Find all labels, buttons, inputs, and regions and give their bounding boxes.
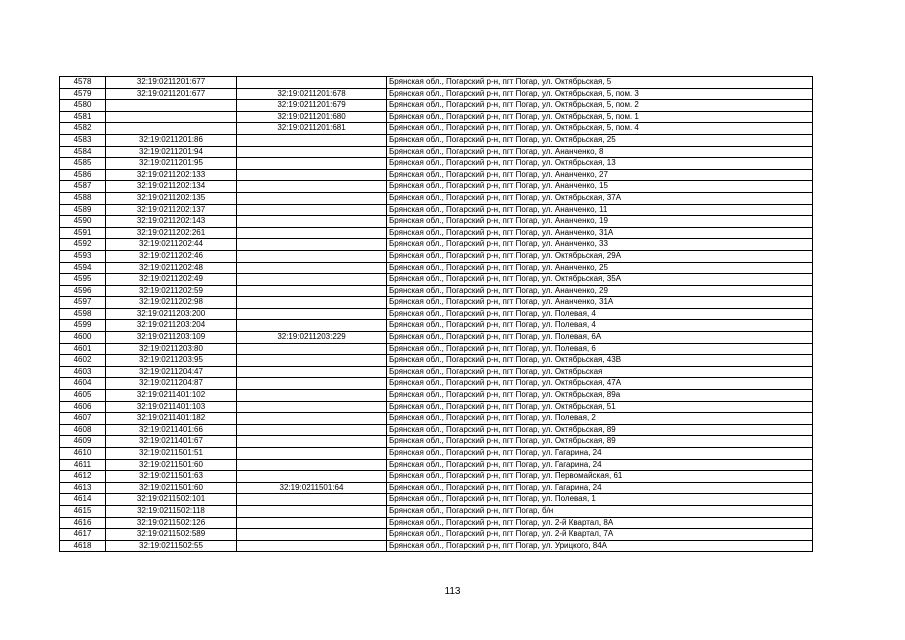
address-cell: Брянская обл., Погарский р-н, пгт Погар, ул. Октябрьская, 25 bbox=[387, 134, 813, 146]
address-cell: Брянская обл., Погарский р-н, пгт Погар, ул. Ананченко, 11 bbox=[387, 204, 813, 216]
table-row bbox=[60, 448, 813, 460]
table-row bbox=[60, 77, 813, 89]
row-number-cell: 4601 bbox=[60, 343, 106, 355]
row-number-cell: 4596 bbox=[60, 285, 106, 297]
table-row bbox=[60, 100, 813, 112]
row-number-cell: 4611 bbox=[60, 459, 106, 471]
cadastral-number-cell: 32:19:0211202:48 bbox=[106, 262, 237, 274]
page-number: 113 bbox=[444, 586, 461, 597]
cadastral-number-cell: 32:19:0211202:261 bbox=[106, 227, 237, 239]
row-number-cell: 4580 bbox=[60, 100, 106, 112]
linked-cadastral-number-cell bbox=[237, 77, 387, 89]
address-cell: Брянская обл., Погарский р-н, пгт Погар, ул. Октябрьская, 47А bbox=[387, 378, 813, 390]
linked-cadastral-number-cell bbox=[237, 413, 387, 425]
row-number-cell: 4606 bbox=[60, 401, 106, 413]
address-cell: Брянская обл., Погарский р-н, пгт Погар, ул. Октябрьская, 35А bbox=[387, 274, 813, 286]
address-cell: Брянская обл., Погарский р-н, пгт Погар, ул. Октябрьская, 5, пом. 1 bbox=[387, 111, 813, 123]
linked-cadastral-number-cell bbox=[237, 274, 387, 286]
linked-cadastral-number-cell bbox=[237, 505, 387, 517]
cadastral-number-cell: 32:19:0211201:677 bbox=[106, 77, 237, 89]
row-number-cell: 4615 bbox=[60, 505, 106, 517]
cadastral-number-cell: 32:19:0211202:135 bbox=[106, 192, 237, 204]
address-cell: Брянская обл., Погарский р-н, пгт Погар, ул. Ананченко, 27 bbox=[387, 169, 813, 181]
document-sheet bbox=[59, 76, 812, 552]
address-cell: Брянская обл., Погарский р-н, пгт Погар, ул. Октябрьская, 5 bbox=[387, 77, 813, 89]
table-row bbox=[60, 181, 813, 193]
row-number-cell: 4590 bbox=[60, 216, 106, 228]
row-number-cell: 4594 bbox=[60, 262, 106, 274]
cadastral-number-cell: 32:19:0211401:103 bbox=[106, 401, 237, 413]
address-cell: Брянская обл., Погарский р-н, пгт Погар, ул. Ананченко, 29 bbox=[387, 285, 813, 297]
row-number-cell: 4587 bbox=[60, 181, 106, 193]
linked-cadastral-number-cell: 32:19:0211203:229 bbox=[237, 332, 387, 344]
table-row bbox=[60, 459, 813, 471]
cadastral-number-cell: 32:19:0211203:95 bbox=[106, 355, 237, 367]
address-cell: Брянская обл., Погарский р-н, пгт Погар, ул. Полевая, 2 bbox=[387, 413, 813, 425]
table-row bbox=[60, 216, 813, 228]
address-cell: Брянская обл., Погарский р-н, пгт Погар, б/н bbox=[387, 505, 813, 517]
cadastral-number-cell: 32:19:0211204:47 bbox=[106, 366, 237, 378]
row-number-cell: 4585 bbox=[60, 158, 106, 170]
linked-cadastral-number-cell bbox=[237, 471, 387, 483]
row-number-cell: 4588 bbox=[60, 192, 106, 204]
linked-cadastral-number-cell bbox=[237, 366, 387, 378]
cadastral-number-cell: 32:19:0211204:87 bbox=[106, 378, 237, 390]
table-row bbox=[60, 332, 813, 344]
address-cell: Брянская обл., Погарский р-н, пгт Погар, ул. Октябрьская, 89 bbox=[387, 424, 813, 436]
row-number-cell: 4589 bbox=[60, 204, 106, 216]
table-row bbox=[60, 285, 813, 297]
row-number-cell: 4603 bbox=[60, 366, 106, 378]
cadastral-number-cell: 32:19:0211202:44 bbox=[106, 239, 237, 251]
linked-cadastral-number-cell bbox=[237, 146, 387, 158]
table-row bbox=[60, 308, 813, 320]
row-number-cell: 4597 bbox=[60, 297, 106, 309]
row-number-cell: 4591 bbox=[60, 227, 106, 239]
address-cell: Брянская обл., Погарский р-н, пгт Погар, ул. Ананченко, 33 bbox=[387, 239, 813, 251]
address-cell: Брянская обл., Погарский р-н, пгт Погар, ул. Гагарина, 24 bbox=[387, 482, 813, 494]
linked-cadastral-number-cell bbox=[237, 390, 387, 402]
address-cell: Брянская обл., Погарский р-н, пгт Погар, ул. Октябрьская, 5, пом. 3 bbox=[387, 88, 813, 100]
row-number-cell: 4578 bbox=[60, 77, 106, 89]
cadastral-number-cell: 32:19:0211401:182 bbox=[106, 413, 237, 425]
table-row bbox=[60, 482, 813, 494]
cadastral-number-cell: 32:19:0211501:51 bbox=[106, 448, 237, 460]
row-number-cell: 4618 bbox=[60, 540, 106, 552]
table-row bbox=[60, 355, 813, 367]
address-cell: Брянская обл., Погарский р-н, пгт Погар, ул. Ананченко, 19 bbox=[387, 216, 813, 228]
linked-cadastral-number-cell bbox=[237, 540, 387, 552]
cadastral-number-cell: 32:19:0211502:101 bbox=[106, 494, 237, 506]
linked-cadastral-number-cell bbox=[237, 250, 387, 262]
row-number-cell: 4609 bbox=[60, 436, 106, 448]
linked-cadastral-number-cell bbox=[237, 529, 387, 541]
linked-cadastral-number-cell bbox=[237, 448, 387, 460]
table-row bbox=[60, 88, 813, 100]
linked-cadastral-number-cell bbox=[237, 227, 387, 239]
cadastral-number-cell bbox=[106, 111, 237, 123]
linked-cadastral-number-cell bbox=[237, 308, 387, 320]
row-number-cell: 4607 bbox=[60, 413, 106, 425]
address-cell: Брянская обл., Погарский р-н, пгт Погар, ул. Полевая, 6 bbox=[387, 343, 813, 355]
cadastral-number-cell: 32:19:0211203:204 bbox=[106, 320, 237, 332]
address-cell: Брянская обл., Погарский р-н, пгт Погар, ул. Ананченко, 8 bbox=[387, 146, 813, 158]
row-number-cell: 4608 bbox=[60, 424, 106, 436]
linked-cadastral-number-cell bbox=[237, 459, 387, 471]
table-row bbox=[60, 540, 813, 552]
row-number-cell: 4599 bbox=[60, 320, 106, 332]
linked-cadastral-number-cell: 32:19:0211201:680 bbox=[237, 111, 387, 123]
address-cell: Брянская обл., Погарский р-н, пгт Погар, ул. Полевая, 1 bbox=[387, 494, 813, 506]
table-row bbox=[60, 297, 813, 309]
table-row bbox=[60, 494, 813, 506]
address-cell: Брянская обл., Погарский р-н, пгт Погар, ул. Гагарина, 24 bbox=[387, 448, 813, 460]
cadastral-number-cell: 32:19:0211202:137 bbox=[106, 204, 237, 216]
table-row bbox=[60, 123, 813, 135]
row-number-cell: 4602 bbox=[60, 355, 106, 367]
linked-cadastral-number-cell bbox=[237, 343, 387, 355]
table-row bbox=[60, 320, 813, 332]
row-number-cell: 4616 bbox=[60, 517, 106, 529]
linked-cadastral-number-cell bbox=[237, 192, 387, 204]
row-number-cell: 4600 bbox=[60, 332, 106, 344]
row-number-cell: 4614 bbox=[60, 494, 106, 506]
address-cell: Брянская обл., Погарский р-н, пгт Погар, ул. Гагарина, 24 bbox=[387, 459, 813, 471]
address-cell: Брянская обл., Погарский р-н, пгт Погар, ул. Ананченко, 15 bbox=[387, 181, 813, 193]
row-number-cell: 4593 bbox=[60, 250, 106, 262]
cadastral-number-cell: 32:19:0211202:59 bbox=[106, 285, 237, 297]
address-cell: Брянская обл., Погарский р-н, пгт Погар, ул. Октябрьская, 89 bbox=[387, 436, 813, 448]
table-row bbox=[60, 227, 813, 239]
linked-cadastral-number-cell bbox=[237, 181, 387, 193]
registry-table-body bbox=[60, 77, 813, 552]
address-cell: Брянская обл., Погарский р-н, пгт Погар, ул. Ананченко, 25 bbox=[387, 262, 813, 274]
table-row bbox=[60, 158, 813, 170]
row-number-cell: 4579 bbox=[60, 88, 106, 100]
cadastral-number-cell: 32:19:0211201:95 bbox=[106, 158, 237, 170]
table-row bbox=[60, 134, 813, 146]
cadastral-number-cell: 32:19:0211202:134 bbox=[106, 181, 237, 193]
table-row bbox=[60, 366, 813, 378]
cadastral-number-cell: 32:19:0211202:143 bbox=[106, 216, 237, 228]
linked-cadastral-number-cell: 32:19:0211201:678 bbox=[237, 88, 387, 100]
linked-cadastral-number-cell bbox=[237, 355, 387, 367]
table-row bbox=[60, 413, 813, 425]
address-cell: Брянская обл., Погарский р-н, пгт Погар, ул. Полевая, 6А bbox=[387, 332, 813, 344]
table-row bbox=[60, 146, 813, 158]
linked-cadastral-number-cell bbox=[237, 517, 387, 529]
linked-cadastral-number-cell bbox=[237, 297, 387, 309]
cadastral-number-cell: 32:19:0211401:66 bbox=[106, 424, 237, 436]
table-row bbox=[60, 192, 813, 204]
linked-cadastral-number-cell bbox=[237, 378, 387, 390]
table-row bbox=[60, 343, 813, 355]
linked-cadastral-number-cell: 32:19:0211201:679 bbox=[237, 100, 387, 112]
linked-cadastral-number-cell bbox=[237, 320, 387, 332]
address-cell: Брянская обл., Погарский р-н, пгт Погар, ул. Ананченко, 31А bbox=[387, 227, 813, 239]
row-number-cell: 4605 bbox=[60, 390, 106, 402]
table-row bbox=[60, 436, 813, 448]
linked-cadastral-number-cell bbox=[237, 436, 387, 448]
row-number-cell: 4604 bbox=[60, 378, 106, 390]
cadastral-number-cell: 32:19:0211502:118 bbox=[106, 505, 237, 517]
table-row bbox=[60, 401, 813, 413]
row-number-cell: 4612 bbox=[60, 471, 106, 483]
linked-cadastral-number-cell bbox=[237, 401, 387, 413]
address-cell: Брянская обл., Погарский р-н, пгт Погар, ул. Октябрьская, 29А bbox=[387, 250, 813, 262]
address-cell: Брянская обл., Погарский р-н, пгт Погар, ул. Ананченко, 31А bbox=[387, 297, 813, 309]
cadastral-number-cell: 32:19:0211203:109 bbox=[106, 332, 237, 344]
address-cell: Брянская обл., Погарский р-н, пгт Погар, ул. Октябрьская, 89а bbox=[387, 390, 813, 402]
linked-cadastral-number-cell: 32:19:0211501:64 bbox=[237, 482, 387, 494]
linked-cadastral-number-cell bbox=[237, 494, 387, 506]
address-cell: Брянская обл., Погарский р-н, пгт Погар, ул. Полевая, 4 bbox=[387, 308, 813, 320]
address-cell: Брянская обл., Погарский р-н, пгт Погар, ул. Октябрьская, 13 bbox=[387, 158, 813, 170]
table-row bbox=[60, 274, 813, 286]
table-row bbox=[60, 378, 813, 390]
cadastral-number-cell: 32:19:0211501:63 bbox=[106, 471, 237, 483]
registry-table bbox=[59, 76, 813, 552]
linked-cadastral-number-cell bbox=[237, 285, 387, 297]
cadastral-number-cell: 32:19:0211401:102 bbox=[106, 390, 237, 402]
address-cell: Брянская обл., Погарский р-н, пгт Погар, ул. Первомайская, 61 bbox=[387, 471, 813, 483]
cadastral-number-cell: 32:19:0211202:98 bbox=[106, 297, 237, 309]
row-number-cell: 4584 bbox=[60, 146, 106, 158]
linked-cadastral-number-cell bbox=[237, 158, 387, 170]
table-row bbox=[60, 204, 813, 216]
cadastral-number-cell: 32:19:0211203:200 bbox=[106, 308, 237, 320]
cadastral-number-cell: 32:19:0211502:55 bbox=[106, 540, 237, 552]
cadastral-number-cell: 32:19:0211501:60 bbox=[106, 482, 237, 494]
row-number-cell: 4581 bbox=[60, 111, 106, 123]
address-cell: Брянская обл., Погарский р-н, пгт Погар, ул. Полевая, 4 bbox=[387, 320, 813, 332]
cadastral-number-cell: 32:19:0211501:60 bbox=[106, 459, 237, 471]
cadastral-number-cell: 32:19:0211201:94 bbox=[106, 146, 237, 158]
address-cell: Брянская обл., Погарский р-н, пгт Погар, ул. 2-й Квартал, 7А bbox=[387, 529, 813, 541]
address-cell: Брянская обл., Погарский р-н, пгт Погар, ул. Октябрьская bbox=[387, 366, 813, 378]
cadastral-number-cell: 32:19:0211202:46 bbox=[106, 250, 237, 262]
row-number-cell: 4598 bbox=[60, 308, 106, 320]
cadastral-number-cell bbox=[106, 100, 237, 112]
address-cell: Брянская обл., Погарский р-н, пгт Погар, ул. Урицкого, 84А bbox=[387, 540, 813, 552]
cadastral-number-cell: 32:19:0211201:86 bbox=[106, 134, 237, 146]
linked-cadastral-number-cell bbox=[237, 262, 387, 274]
linked-cadastral-number-cell bbox=[237, 239, 387, 251]
row-number-cell: 4592 bbox=[60, 239, 106, 251]
row-number-cell: 4613 bbox=[60, 482, 106, 494]
table-row bbox=[60, 262, 813, 274]
table-row bbox=[60, 169, 813, 181]
linked-cadastral-number-cell bbox=[237, 204, 387, 216]
row-number-cell: 4595 bbox=[60, 274, 106, 286]
table-row bbox=[60, 424, 813, 436]
table-row bbox=[60, 111, 813, 123]
table-row bbox=[60, 505, 813, 517]
cadastral-number-cell: 32:19:0211502:589 bbox=[106, 529, 237, 541]
cadastral-number-cell: 32:19:0211201:677 bbox=[106, 88, 237, 100]
row-number-cell: 4583 bbox=[60, 134, 106, 146]
address-cell: Брянская обл., Погарский р-н, пгт Погар, ул. Октябрьская, 5, пом. 4 bbox=[387, 123, 813, 135]
address-cell: Брянская обл., Погарский р-н, пгт Погар, ул. Октябрьская, 37А bbox=[387, 192, 813, 204]
table-row bbox=[60, 250, 813, 262]
table-row bbox=[60, 239, 813, 251]
linked-cadastral-number-cell bbox=[237, 134, 387, 146]
row-number-cell: 4617 bbox=[60, 529, 106, 541]
linked-cadastral-number-cell bbox=[237, 424, 387, 436]
cadastral-number-cell: 32:19:0211203:80 bbox=[106, 343, 237, 355]
table-row bbox=[60, 529, 813, 541]
linked-cadastral-number-cell bbox=[237, 216, 387, 228]
row-number-cell: 4582 bbox=[60, 123, 106, 135]
linked-cadastral-number-cell bbox=[237, 169, 387, 181]
cadastral-number-cell: 32:19:0211202:133 bbox=[106, 169, 237, 181]
cadastral-number-cell: 32:19:0211202:49 bbox=[106, 274, 237, 286]
cadastral-number-cell: 32:19:0211401:67 bbox=[106, 436, 237, 448]
address-cell: Брянская обл., Погарский р-н, пгт Погар, ул. Октябрьская, 43В bbox=[387, 355, 813, 367]
table-row bbox=[60, 471, 813, 483]
address-cell: Брянская обл., Погарский р-н, пгт Погар, ул. Октябрьская, 5, пом. 2 bbox=[387, 100, 813, 112]
address-cell: Брянская обл., Погарский р-н, пгт Погар, ул. Октябрьская, 51 bbox=[387, 401, 813, 413]
linked-cadastral-number-cell: 32:19:0211201:681 bbox=[237, 123, 387, 135]
row-number-cell: 4586 bbox=[60, 169, 106, 181]
cadastral-number-cell bbox=[106, 123, 237, 135]
address-cell: Брянская обл., Погарский р-н, пгт Погар, ул. 2-й Квартал, 8А bbox=[387, 517, 813, 529]
table-row bbox=[60, 390, 813, 402]
table-row bbox=[60, 517, 813, 529]
row-number-cell: 4610 bbox=[60, 448, 106, 460]
cadastral-number-cell: 32:19:0211502:126 bbox=[106, 517, 237, 529]
